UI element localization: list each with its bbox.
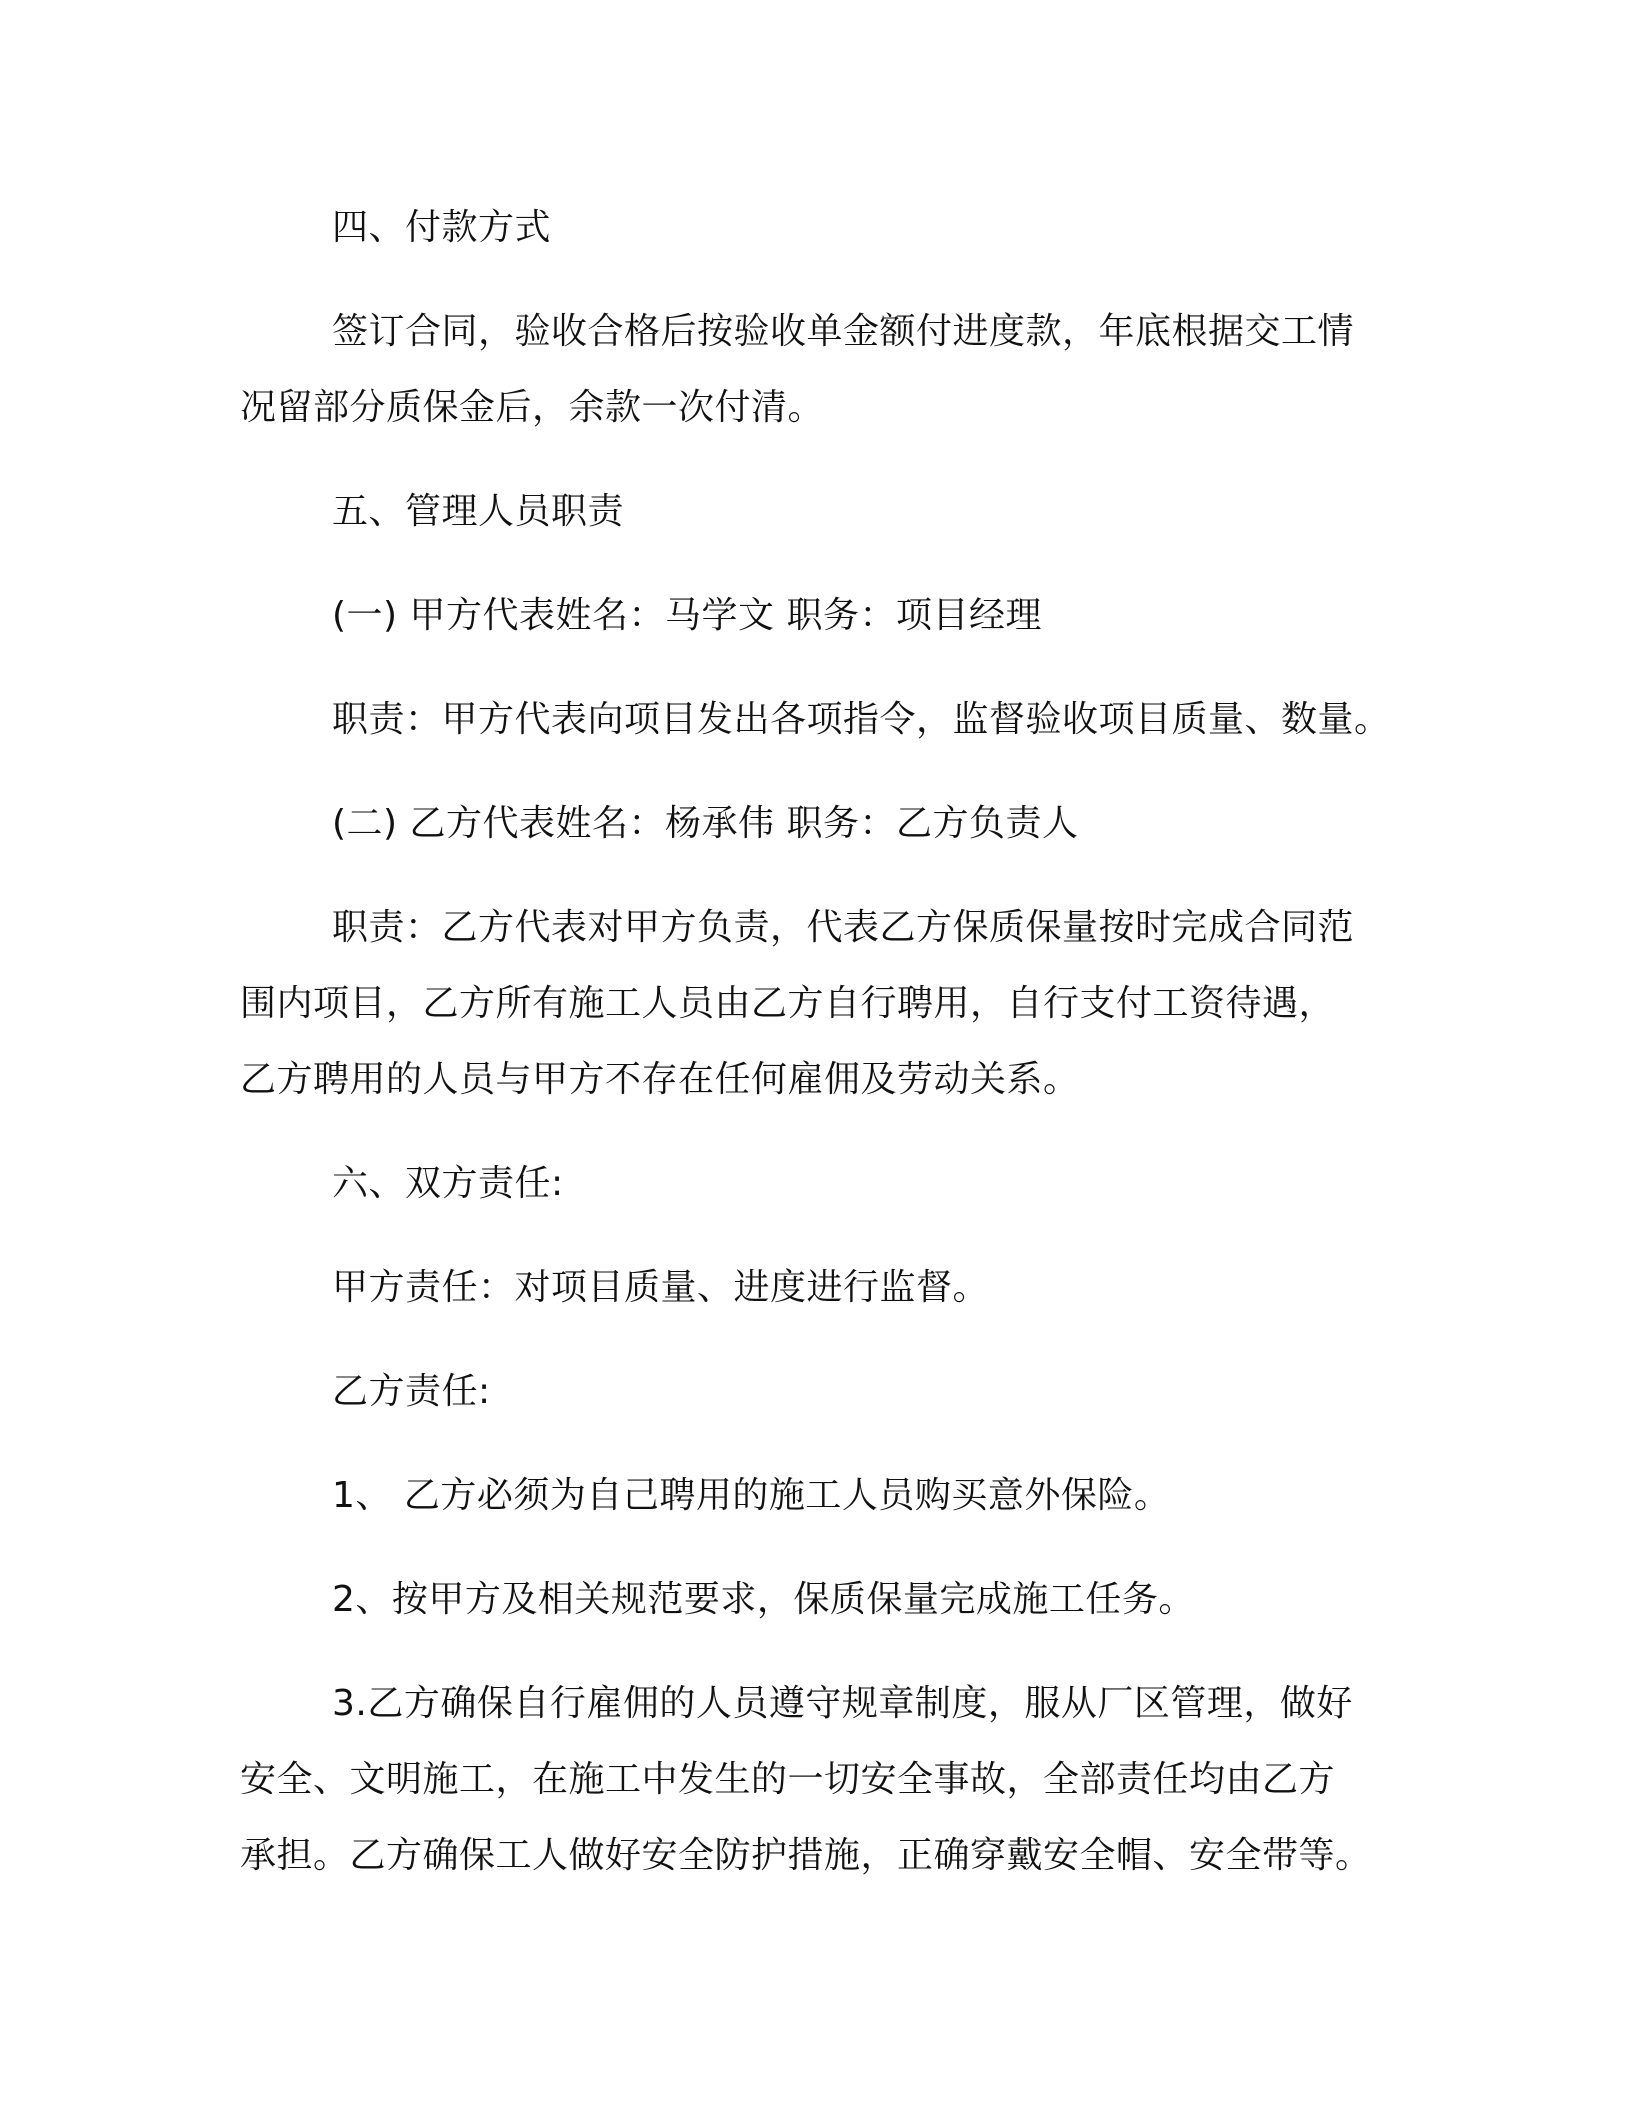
list-item: 2、按甲方及相关规范要求，保质保量完成施工任务。 [332,1579,1195,1620]
paragraph-line: 况留部分质保金后，余款一次付清。 [240,387,825,428]
heading-management-duties: 五、管理人员职责 [332,491,625,532]
list-item: 1、 乙方必须为自己聘用的施工人员购买意外保险。 [332,1475,1171,1516]
heading-payment-method: 四、付款方式 [332,207,552,248]
paragraph-line: 职责：乙方代表对甲方负责，代表乙方保质保量按时完成合同范 [332,907,1355,948]
paragraph-line: 承担。乙方确保工人做好安全防护措施，正确穿戴安全帽、安全带等。 [240,1835,1372,1876]
document-body [240,190,1412,1894]
paragraph-line: 乙方聘用的人员与甲方不存在任何雇佣及劳动关系。 [240,1059,1080,1100]
party-a-duties: 职责：甲方代表向项目发出各项指令，监督验收项目质量、数量。 [332,699,1391,740]
list-item: 3.乙方确保自行雇佣的人员遵守规章制度，服从厂区管理，做好 [332,1683,1353,1724]
paragraph-line: 签订合同，验收合格后按验收单金额付进度款，年底根据交工情 [332,311,1355,352]
heading-mutual-responsibilities: 六、双方责任: [332,1163,564,1204]
party-b-representative: (二) 乙方代表姓名：杨承伟 职务：乙方负责人 [332,803,1079,844]
paragraph-line: 围内项目，乙方所有施工人员由乙方自行聘用，自行支付工资待遇， [240,983,1336,1024]
party-a-responsibility: 甲方责任：对项目质量、进度进行监督。 [332,1267,990,1308]
party-a-representative: (一) 甲方代表姓名：马学文 职务：项目经理 [332,595,1042,636]
party-b-responsibility-heading: 乙方责任: [332,1371,491,1412]
paragraph-line: 安全、文明施工，在施工中发生的一切安全事故，全部责任均由乙方 [240,1759,1336,1800]
